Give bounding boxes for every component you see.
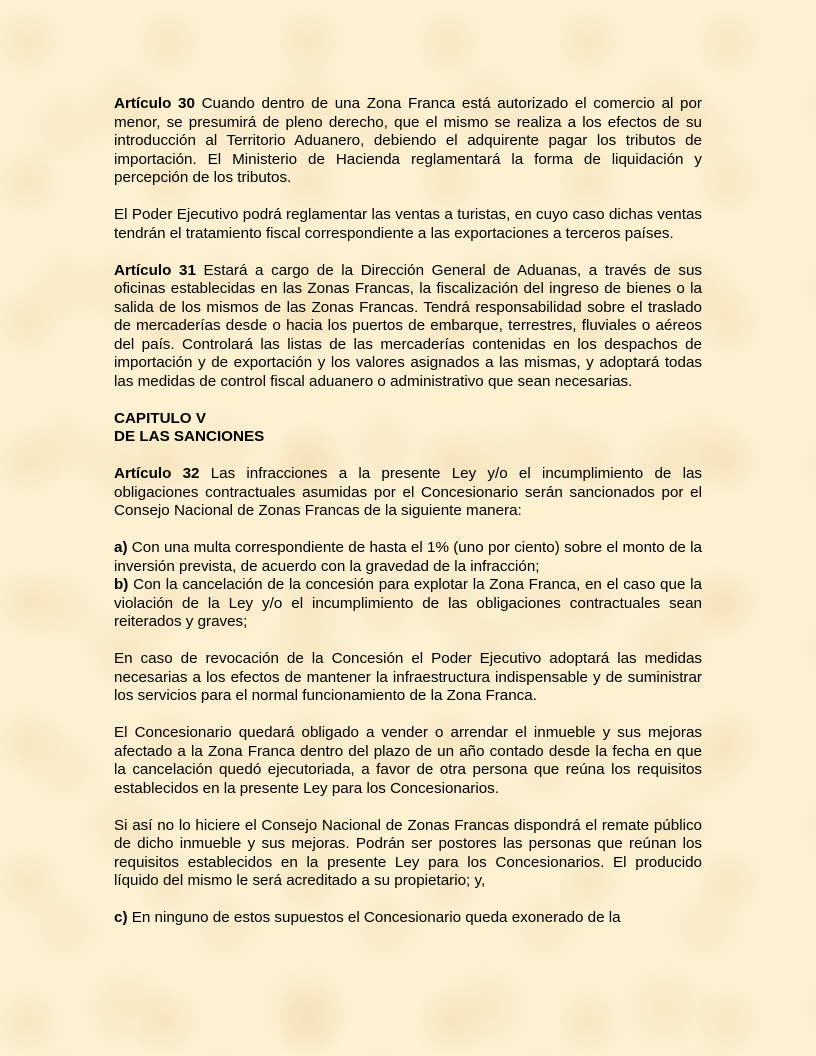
article-30-paragraph: [114, 95, 702, 188]
revocation-text: En caso de revocación de la Concesión el Poder Ejecutivo adoptará las medidas necesarias a los efectos de mantener la infraestructura indispensable y de suministrar los servicios para el normal funcionamiento de la Zona Franca.: [114, 650, 702, 704]
article-32-text: Las infracciones a la presente Ley y/o el incumplimiento de las obligaciones contractuales asumidas por el Concesionario serán sancionados por el Consejo Nacional de Zonas Francas de la siguiente manera:: [114, 465, 702, 519]
tourist-sales-paragraph: [114, 206, 702, 243]
auction-text: Si así no lo hiciere el Consejo Nacional de Zonas Francas dispondrá el remate público de dicho inmueble y sus mejoras. Podrán ser postores las personas que reúnan los requisitos establecidos en la presente Ley para los Concesionarios. El producido líquido del mismo le será acreditado a su propietario; y,: [114, 816, 702, 889]
item-a-paragraph: [114, 539, 702, 576]
item-c-paragraph: [114, 909, 702, 928]
document-page: [114, 95, 702, 928]
article-31-text: Estará a cargo de la Dirección General de Aduanas, a través de sus oficinas establecidas en las Zonas Francas, la fiscalización del ingreso de bienes o la salida de los mismos de las Zonas Francas. Tendrá responsabilidad sobre el traslado de mercaderías desde o hacia los puertos de embarque, terrestres, fluviales o aéreos del país. Controlará las listas de las mercaderías contenidas en los despachos de importación y de exportación y los valores asignados a las mismas, y adoptará todas las medidas de control fiscal aduanero o administrativo que sean necesarias.: [114, 261, 702, 390]
article-32-paragraph: [114, 465, 702, 521]
item-a-text: Con una multa correspondiente de hasta el 1% (uno por ciento) sobre el monto de la inversión prevista, de acuerdo con la gravedad de la infracción;: [114, 539, 702, 575]
item-b-paragraph: [114, 576, 702, 632]
item-b-text: Con la cancelación de la concesión para explotar la Zona Franca, en el caso que la violación de la Ley y/o el incumplimiento de las obligaciones contractuales sean reiterados y graves;: [114, 576, 702, 630]
article-30-label: Artículo 30: [114, 95, 195, 112]
article-32-label: Artículo 32: [114, 465, 200, 482]
chapter-heading: [114, 410, 702, 447]
concessionaire-text: El Concesionario quedará obligado a vender o arrendar el inmueble y sus mejoras afectado a la Zona Franca dentro del plazo de un año contado desde la fecha en que la cancelación quedó ejecutoriada, a favor de otra persona que reúna los requisitos establecidos en la presente Ley para los Concesionarios.: [114, 724, 702, 797]
item-a-label: a): [114, 539, 128, 556]
concessionaire-paragraph: [114, 724, 702, 798]
article-31-paragraph: [114, 262, 702, 392]
article-30-text: Cuando dentro de una Zona Franca está autorizado el comercio al por menor, se presumirá de pleno derecho, que el mismo se realiza a los efectos de su introducción al Territorio Aduanero, debiendo el adquirente pagar los tributos de importación. El Ministerio de Hacienda reglamentará la forma de liquidación y percepción de los tributos.: [114, 95, 702, 186]
revocation-paragraph: [114, 650, 702, 706]
chapter-title: DE LAS SANCIONES: [114, 428, 265, 445]
chapter-number: CAPITULO V: [114, 409, 206, 427]
tourist-sales-text: El Poder Ejecutivo podrá reglamentar las ventas a turistas, en cuyo caso dichas ventas tendrán el tratamiento fiscal correspondiente a las exportaciones a terceros países.: [114, 206, 702, 242]
item-c-text: En ninguno de estos supuestos el Concesionario queda exonerado de la: [127, 909, 621, 926]
item-b-label: b): [114, 576, 129, 593]
auction-paragraph: [114, 817, 702, 891]
item-c-label: c): [114, 909, 128, 926]
article-31-label: Artículo 31: [114, 261, 196, 279]
